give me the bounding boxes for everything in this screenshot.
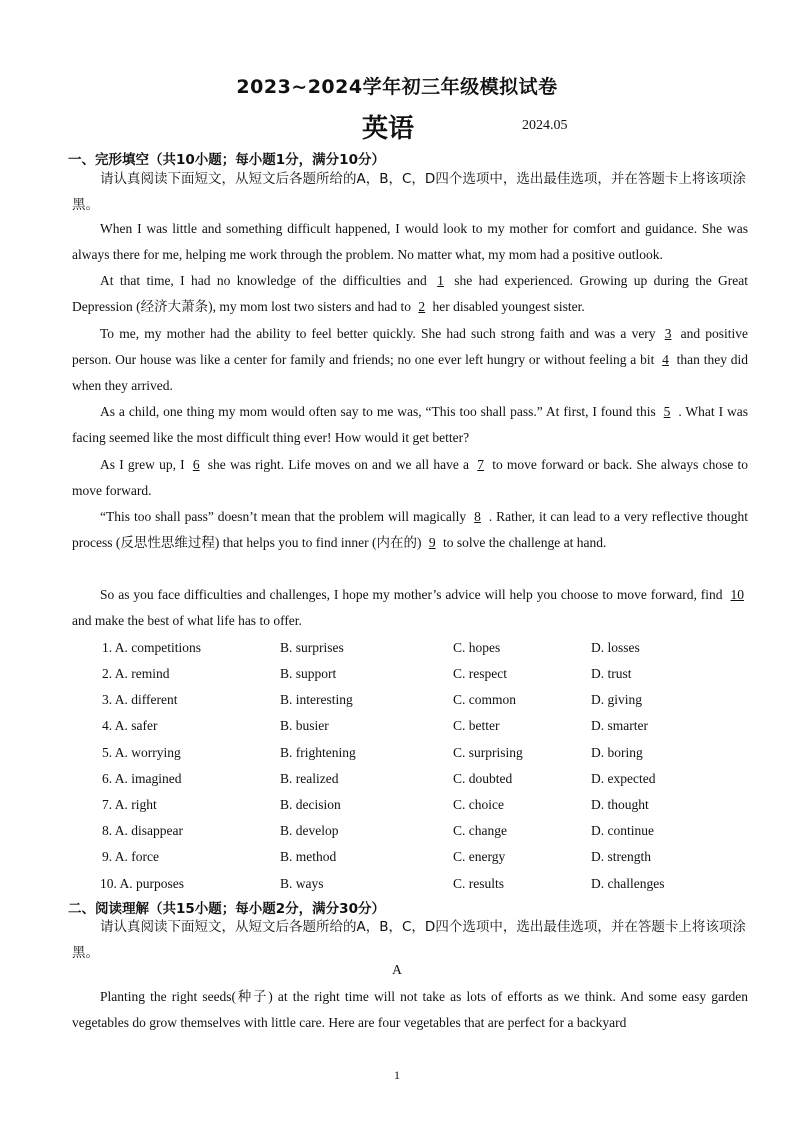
section1-instruction: 请认真阅读下面短文，从短文后各题所给的A，B，C，D四个选项中，选出最佳选项，并在答题卡上将该项涂黑。 — [72, 171, 746, 213]
blank-7: 7 — [477, 457, 484, 472]
blank-3: 3 — [664, 326, 672, 341]
option-row — [0, 718, 794, 744]
option-b: B. surprises — [280, 640, 344, 655]
text: To me, my mother had the ability to feel better quickly. She had such strong faith and was a very — [100, 326, 656, 341]
text: . What I was facing seemed like the most difficult thing ever! How would it get better? — [72, 404, 749, 446]
option-row — [0, 849, 794, 875]
blank-5: 5 — [663, 404, 671, 419]
reading-paragraph-1: Planting the right seeds(种子) at the right time will not take as lots of efforts as we think. And some easy garden vegetables do grow themselves with little care. Here are four vegetables that are perfect for a backyard — [72, 989, 748, 1031]
option-a: 6. A. imagined — [102, 771, 182, 786]
option-d: D. boring — [591, 745, 643, 760]
option-d: D. strength — [591, 849, 651, 864]
section2-instruction: 请认真阅读下面短文，从短文后各题所给的A，B，C，D四个选项中，选出最佳选项，并在答题卡上将该项涂黑。 — [72, 919, 746, 961]
option-d: D. challenges — [591, 876, 665, 891]
subject-title: 英语 — [362, 114, 415, 144]
option-b: B. busier — [280, 718, 329, 733]
text: “This too shall pass” doesn’t mean that the problem will magically — [100, 509, 467, 524]
option-d: D. expected — [591, 771, 656, 786]
option-d: D. smarter — [591, 718, 648, 733]
option-a: 1. A. competitions — [102, 640, 201, 655]
blank-2: 2 — [418, 299, 426, 315]
blank-4: 4 — [662, 352, 669, 368]
option-row — [0, 771, 794, 797]
page-number: 1 — [394, 1068, 400, 1082]
cloze-paragraph-4 — [72, 399, 748, 451]
option-c: C. hopes — [453, 640, 501, 655]
option-a: 7. A. right — [102, 797, 157, 812]
text: As I grew up, I — [100, 457, 185, 472]
text: than they did when they arrived. — [72, 352, 748, 394]
option-c: C. choice — [453, 797, 504, 812]
text: So as you face difficulties and challenges, I hope my mother’s advice will help you choose to move forward, find — [100, 587, 723, 602]
text: she had experienced. Growing up during the Great Depression (经济大萧条), my mom lost two sisters and had to — [72, 273, 749, 315]
blank-1: 1 — [437, 273, 444, 288]
option-a: 10. A. purposes — [100, 876, 184, 891]
option-b: B. ways — [280, 876, 324, 891]
exam-title: 2023~2024学年初三年级模拟试卷 — [236, 76, 558, 98]
exam-date: 2024.05 — [522, 118, 568, 133]
option-c: C. doubted — [453, 771, 513, 786]
text: her disabled youngest sister. — [432, 299, 585, 315]
option-d: D. trust — [591, 666, 632, 681]
blank-8: 8 — [474, 509, 481, 524]
option-row — [0, 692, 794, 718]
cloze-paragraph-3 — [72, 321, 748, 400]
cloze-paragraph-6 — [72, 504, 748, 556]
blank-10: 10 — [730, 587, 745, 602]
cloze-paragraph-1: When I was little and something difficult happened, I would look to my mother for comfort and guidance. She was always there for me, helping me work through the problem. No matter what, my mom had a positive outlook. — [72, 221, 748, 263]
cloze-paragraph-7 — [72, 582, 748, 634]
option-b: B. decision — [280, 797, 341, 812]
blank-9: 9 — [428, 535, 436, 551]
option-row — [0, 640, 794, 666]
option-a: 4. A. safer — [102, 718, 158, 733]
option-c: C. energy — [453, 849, 506, 864]
option-c: C. better — [453, 718, 500, 733]
option-d: D. thought — [591, 797, 649, 812]
text: to move forward or back. She always chose to move forward. — [72, 457, 749, 499]
option-row — [0, 797, 794, 823]
option-d: D. giving — [591, 692, 643, 707]
option-b: B. frightening — [280, 745, 356, 760]
option-b: B. realized — [280, 771, 339, 786]
option-a: 5. A. worrying — [102, 745, 181, 760]
text: As a child, one thing my mom would often say to me was, “This too shall pass.” At first, I found this — [100, 404, 656, 419]
option-row — [0, 666, 794, 692]
option-row — [0, 823, 794, 849]
option-b: B. support — [280, 666, 337, 681]
option-a: 2. A. remind — [102, 666, 170, 681]
option-c: C. common — [453, 692, 516, 707]
option-c: C. respect — [453, 666, 507, 681]
text: At that time, I had no knowledge of the difficulties and — [100, 273, 427, 288]
option-a: 9. A. force — [102, 849, 159, 864]
cloze-paragraph-5 — [72, 452, 748, 504]
option-d: D. losses — [591, 640, 640, 655]
option-c: C. results — [453, 876, 505, 891]
option-c: C. surprising — [453, 745, 523, 760]
option-b: B. method — [280, 849, 337, 864]
option-row — [0, 745, 794, 771]
option-b: B. interesting — [280, 692, 353, 707]
section2-heading: 二、阅读理解（共15小题；每小题2分，满分30分） — [68, 901, 385, 917]
text: . Rather, it can lead to a very reflective thought process (反思性思维过程) that helps you to find inner (内在的) — [72, 509, 749, 551]
option-c: C. change — [453, 823, 507, 838]
option-b: B. develop — [280, 823, 339, 838]
text: she was right. Life moves on and we all have a — [207, 457, 470, 472]
option-d: D. continue — [591, 823, 654, 838]
blank-6: 6 — [192, 457, 200, 472]
option-a: 8. A. disappear — [102, 823, 183, 838]
text: and make the best of what life has to offer. — [72, 613, 302, 629]
text: and positive person. Our house was like a center for family and friends; no one ever left hungry or without feeling a bit — [72, 326, 749, 368]
passage-label: A — [392, 962, 402, 977]
option-a: 3. A. different — [102, 692, 178, 707]
cloze-paragraph-2 — [72, 268, 748, 320]
section1-heading: 一、完形填空（共10小题；每小题1分，满分10分） — [68, 152, 385, 168]
text: to solve the challenge at hand. — [442, 535, 607, 551]
